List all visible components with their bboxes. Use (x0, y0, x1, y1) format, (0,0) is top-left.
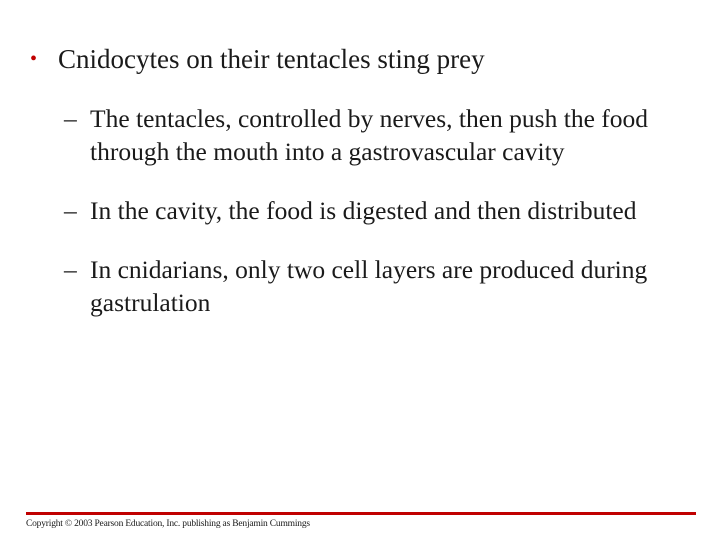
sub-bullet (64, 102, 704, 168)
copyright-notice: Copyright © 2003 Pearson Education, Inc. publishing as Benjamin Cummings (26, 519, 310, 529)
main-bullet-text: Cnidocytes on their tentacles sting prey (58, 44, 485, 74)
sub-bullet-list (64, 102, 704, 319)
sub-bullet-text: The tentacles, controlled by nerves, then push the food through the mouth into a gastrovascular cavity (90, 104, 648, 166)
main-bullet (30, 42, 690, 76)
footer-divider (26, 512, 696, 515)
sub-bullet-text: In cnidarians, only two cell layers are produced during gastrulation (90, 255, 648, 317)
sub-bullet (64, 194, 704, 227)
dash-marker: – (64, 196, 77, 225)
sub-bullet-text: In the cavity, the food is digested and then distributed (90, 196, 637, 225)
bullet-marker: • (30, 48, 38, 70)
dash-marker: – (64, 104, 77, 133)
dash-marker: – (64, 255, 77, 284)
sub-bullet (64, 253, 704, 319)
